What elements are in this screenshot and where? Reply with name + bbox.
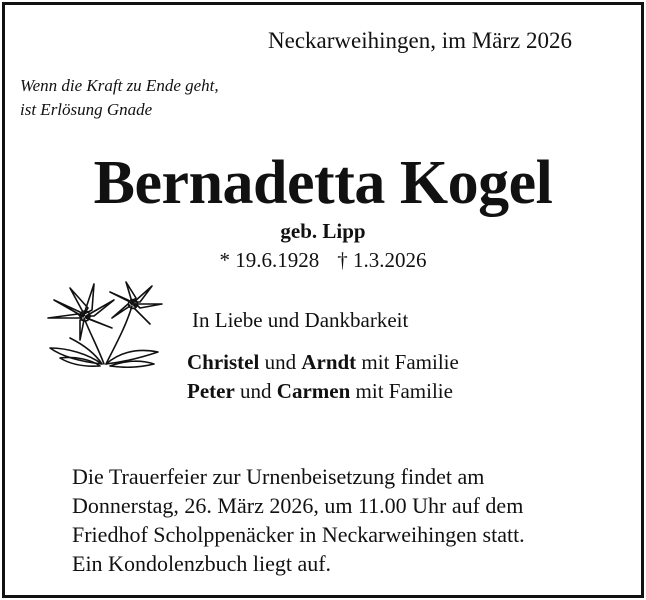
mourner-name: Christel [187, 350, 260, 374]
motto-line-1: Wenn die Kraft zu Ende geht, [20, 76, 219, 95]
edelweiss-icon [40, 278, 166, 368]
notice-line-4: Ein Kondolenzbuch liegt auf. [72, 551, 332, 576]
mourner-name: Carmen [276, 379, 351, 403]
motto-line-2: ist Erlösung Gnade [20, 100, 153, 119]
family-line-1 [187, 350, 459, 375]
death-date: † 1.3.2026 [337, 248, 427, 272]
mourner-name: Peter [187, 379, 235, 403]
place-date: Neckarweihingen, im März 2026 [268, 28, 573, 53]
conjunction: und [240, 379, 272, 403]
funeral-notice [72, 462, 525, 578]
notice-line-2: Donnerstag, 26. März 2026, um 11.00 Uhr auf dem [72, 493, 524, 518]
motto [20, 74, 219, 122]
mourners-intro: In Liebe und Dankbarkeit [192, 308, 409, 332]
conjunction: und [264, 350, 297, 374]
mourner-name: Arndt [301, 350, 357, 374]
notice-line-3: Friedhof Scholppenäcker in Neckarweihingen statt. [72, 522, 525, 547]
birth-date: * 19.6.1928 [219, 248, 320, 272]
deceased-name: Bernadetta Kogel [93, 149, 553, 217]
family-line-2 [187, 379, 453, 404]
family-suffix: mit Familie [355, 379, 453, 403]
notice-line-1: Die Trauerfeier zur Urnenbeisetzung findet am [72, 464, 485, 489]
life-dates [0, 248, 646, 273]
birth-name: geb. Lipp [280, 219, 366, 243]
family-suffix: mit Familie [361, 350, 459, 374]
